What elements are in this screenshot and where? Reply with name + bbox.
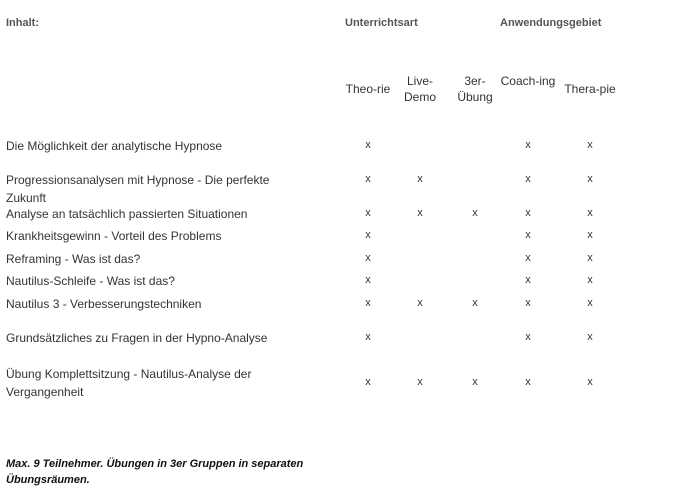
row-mark: x <box>525 229 531 241</box>
row-mark: x <box>417 173 423 185</box>
row-mark: x <box>587 274 593 286</box>
column-header-therapie: Thera-pie <box>564 82 616 96</box>
row-mark: x <box>587 139 593 151</box>
unterrichtsart-heading: Unterrichtsart <box>345 17 418 29</box>
row-label: Progressionsanalysen mit Hypnose - Die perfekte Zukunft <box>6 173 270 205</box>
column-header-coaching: Coach-ing <box>500 74 556 88</box>
row-mark: x <box>525 297 531 309</box>
anwendungsgebiet-heading: Anwendungsgebiet <box>500 17 602 29</box>
row-mark: x <box>525 252 531 264</box>
row-mark: x <box>587 376 593 388</box>
row-label: Übung Komplettsitzung - Nautilus-Analyse der Vergangenheit <box>6 367 252 399</box>
row-label: Analyse an tatsächlich passierten Situationen <box>6 207 248 221</box>
row-mark: x <box>365 252 371 264</box>
column-header-3er-uebung: 3er-Übung <box>457 74 493 104</box>
row-mark: x <box>525 139 531 151</box>
row-label: Die Möglichkeit der analytische Hypnose <box>6 139 223 153</box>
row-mark: x <box>417 376 423 388</box>
row-mark: x <box>365 173 371 185</box>
row-mark: x <box>365 331 371 343</box>
row-mark: x <box>365 274 371 286</box>
row-mark: x <box>472 376 478 388</box>
row-mark: x <box>587 229 593 241</box>
row-mark: x <box>417 207 423 219</box>
row-mark: x <box>587 252 593 264</box>
participant-note: Max. 9 Teilnehmer. Übungen in 3er Gruppen in separaten Übungsräumen. <box>6 458 304 486</box>
row-mark: x <box>365 229 371 241</box>
row-label: Krankheitsgewinn - Vorteil des Problems <box>6 229 222 243</box>
row-mark: x <box>365 376 371 388</box>
column-header-live-demo: Live-Demo <box>403 74 436 104</box>
row-label: Nautilus 3 - Verbesserungstechniken <box>6 297 202 311</box>
row-label: Grundsätzliches zu Fragen in der Hypno-Analyse <box>6 331 268 345</box>
row-mark: x <box>525 173 531 185</box>
row-mark: x <box>365 297 371 309</box>
row-mark: x <box>587 173 593 185</box>
row-label: Nautilus-Schleife - Was ist das? <box>6 274 175 288</box>
row-mark: x <box>417 297 423 309</box>
row-mark: x <box>525 331 531 343</box>
inhalt-heading: Inhalt: <box>6 17 39 29</box>
row-label: Reframing - Was ist das? <box>6 252 141 266</box>
row-mark: x <box>525 207 531 219</box>
row-mark: x <box>587 297 593 309</box>
row-mark: x <box>472 297 478 309</box>
row-mark: x <box>525 376 531 388</box>
row-mark: x <box>587 207 593 219</box>
row-mark: x <box>365 139 371 151</box>
row-mark: x <box>525 274 531 286</box>
row-mark: x <box>365 207 371 219</box>
column-header-theorie: Theo-rie <box>345 82 391 96</box>
row-mark: x <box>472 207 478 219</box>
row-mark: x <box>587 331 593 343</box>
